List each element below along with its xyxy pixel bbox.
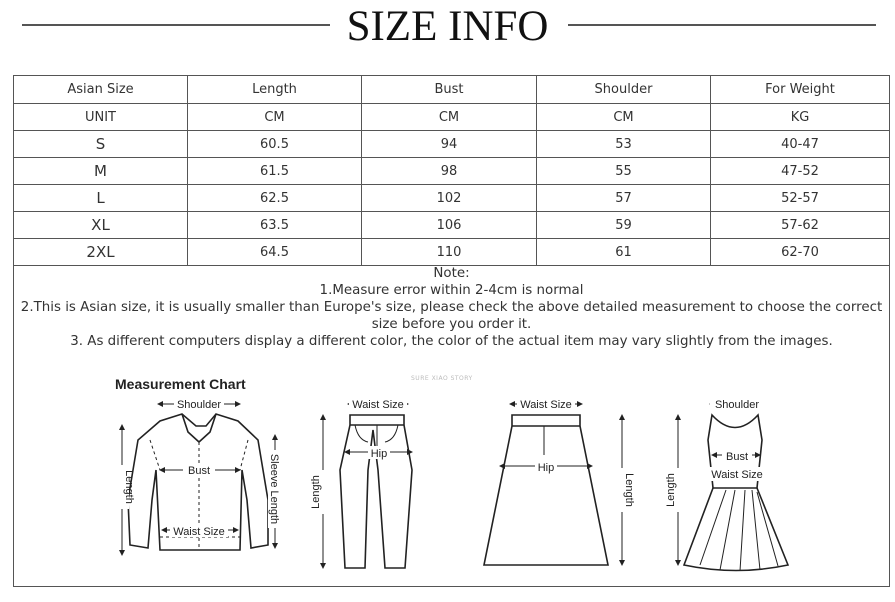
table-header-cell: Length — [188, 76, 362, 104]
table-cell: 40-47 — [711, 131, 890, 158]
table-cell: UNIT — [14, 104, 188, 131]
table-cell: 47-52 — [711, 158, 890, 185]
skirt-waist-measure — [510, 397, 582, 411]
shirt-shoulder-measure — [158, 397, 240, 411]
table-cell: 57-62 — [711, 212, 890, 239]
notes-heading: Note: — [433, 266, 470, 281]
skirt-length-measure — [615, 415, 635, 565]
dress-shoulder-measure — [710, 397, 764, 411]
dress-waist-label: Waist Size — [711, 469, 763, 481]
table-cell: 59 — [537, 212, 711, 239]
dress-length-measure — [665, 415, 685, 565]
shirt-sleeve-measure — [268, 435, 282, 548]
table-cell: 61 — [537, 239, 711, 266]
table-header-cell: Shoulder — [537, 76, 711, 104]
measurement-chart-title: Measurement Chart — [115, 376, 246, 392]
pants-waist-label: Waist Size — [352, 399, 404, 411]
pants-diagram — [340, 415, 412, 568]
shirt-waist-label: Waist Size — [173, 526, 225, 538]
watermark: SURE XIAO STORY — [411, 375, 473, 382]
shirt-length-measure — [115, 425, 135, 555]
skirt-length-label: Length — [623, 473, 635, 507]
dress-shoulder-label: Shoulder — [714, 399, 760, 411]
size-cell: L — [14, 185, 188, 212]
size-cell: M — [14, 158, 188, 185]
pants-waist-measure — [348, 397, 408, 411]
shirt-length-label: Length — [123, 470, 135, 504]
shirt-bust-measure — [160, 463, 240, 477]
table-cell: CM — [362, 104, 537, 131]
dress-bust-label: Bust — [725, 451, 749, 463]
table-cell: 63.5 — [188, 212, 362, 239]
size-cell: S — [14, 131, 188, 158]
table-cell: 110 — [362, 239, 537, 266]
note-line-3: 3. As different computers display a different color, the color of the actual item may vary slightly from the images. — [70, 334, 833, 349]
pants-hip-measure — [345, 446, 412, 460]
table-header-cell: Bust — [362, 76, 537, 104]
table-cell: 57 — [537, 185, 711, 212]
table-cell: 61.5 — [188, 158, 362, 185]
note-line-1: 1.Measure error within 2-4cm is normal — [319, 283, 584, 298]
dress-length-label: Length — [665, 473, 677, 507]
page-title: SIZE INFO — [346, 3, 549, 50]
table-cell: 55 — [537, 158, 711, 185]
shirt-bust-label: Bust — [187, 465, 211, 477]
table-cell: 52-57 — [711, 185, 890, 212]
dress-diagram — [684, 415, 788, 571]
size-cell: 2XL — [14, 239, 188, 266]
table-cell: 62-70 — [711, 239, 890, 266]
skirt-diagram — [484, 415, 608, 565]
dress-bust-measure — [712, 449, 760, 463]
shirt-shoulder-label: Shoulder — [176, 399, 222, 411]
shirt-sleeve-label: Sleeve Length — [268, 453, 280, 525]
table-header-cell: Asian Size — [14, 76, 188, 104]
table-cell: 102 — [362, 185, 537, 212]
pants-hip-label: Hip — [370, 448, 388, 460]
skirt-hip-label: Hip — [537, 462, 555, 474]
table-cell: 106 — [362, 212, 537, 239]
pants-length-label: Length — [310, 475, 322, 509]
dress-waist-measure — [708, 467, 766, 481]
table-cell: CM — [188, 104, 362, 131]
table-cell: 53 — [537, 131, 711, 158]
skirt-waist-label: Waist Size — [520, 399, 572, 411]
pants-length-measure — [310, 415, 330, 568]
note-line-2: 2.This is Asian size, it is usually smaller than Europe's size, please check the above detailed measurement to choose the correct size before you order it. — [20, 300, 883, 332]
table-header-cell: For Weight — [711, 76, 890, 104]
table-cell: 62.5 — [188, 185, 362, 212]
table-cell: 60.5 — [188, 131, 362, 158]
skirt-hip-measure — [500, 460, 592, 474]
table-cell: CM — [537, 104, 711, 131]
table-cell: 98 — [362, 158, 537, 185]
table-cell: 64.5 — [188, 239, 362, 266]
shirt-waist-measure — [162, 524, 238, 538]
table-cell: KG — [711, 104, 890, 131]
table-cell: 94 — [362, 131, 537, 158]
size-cell: XL — [14, 212, 188, 239]
